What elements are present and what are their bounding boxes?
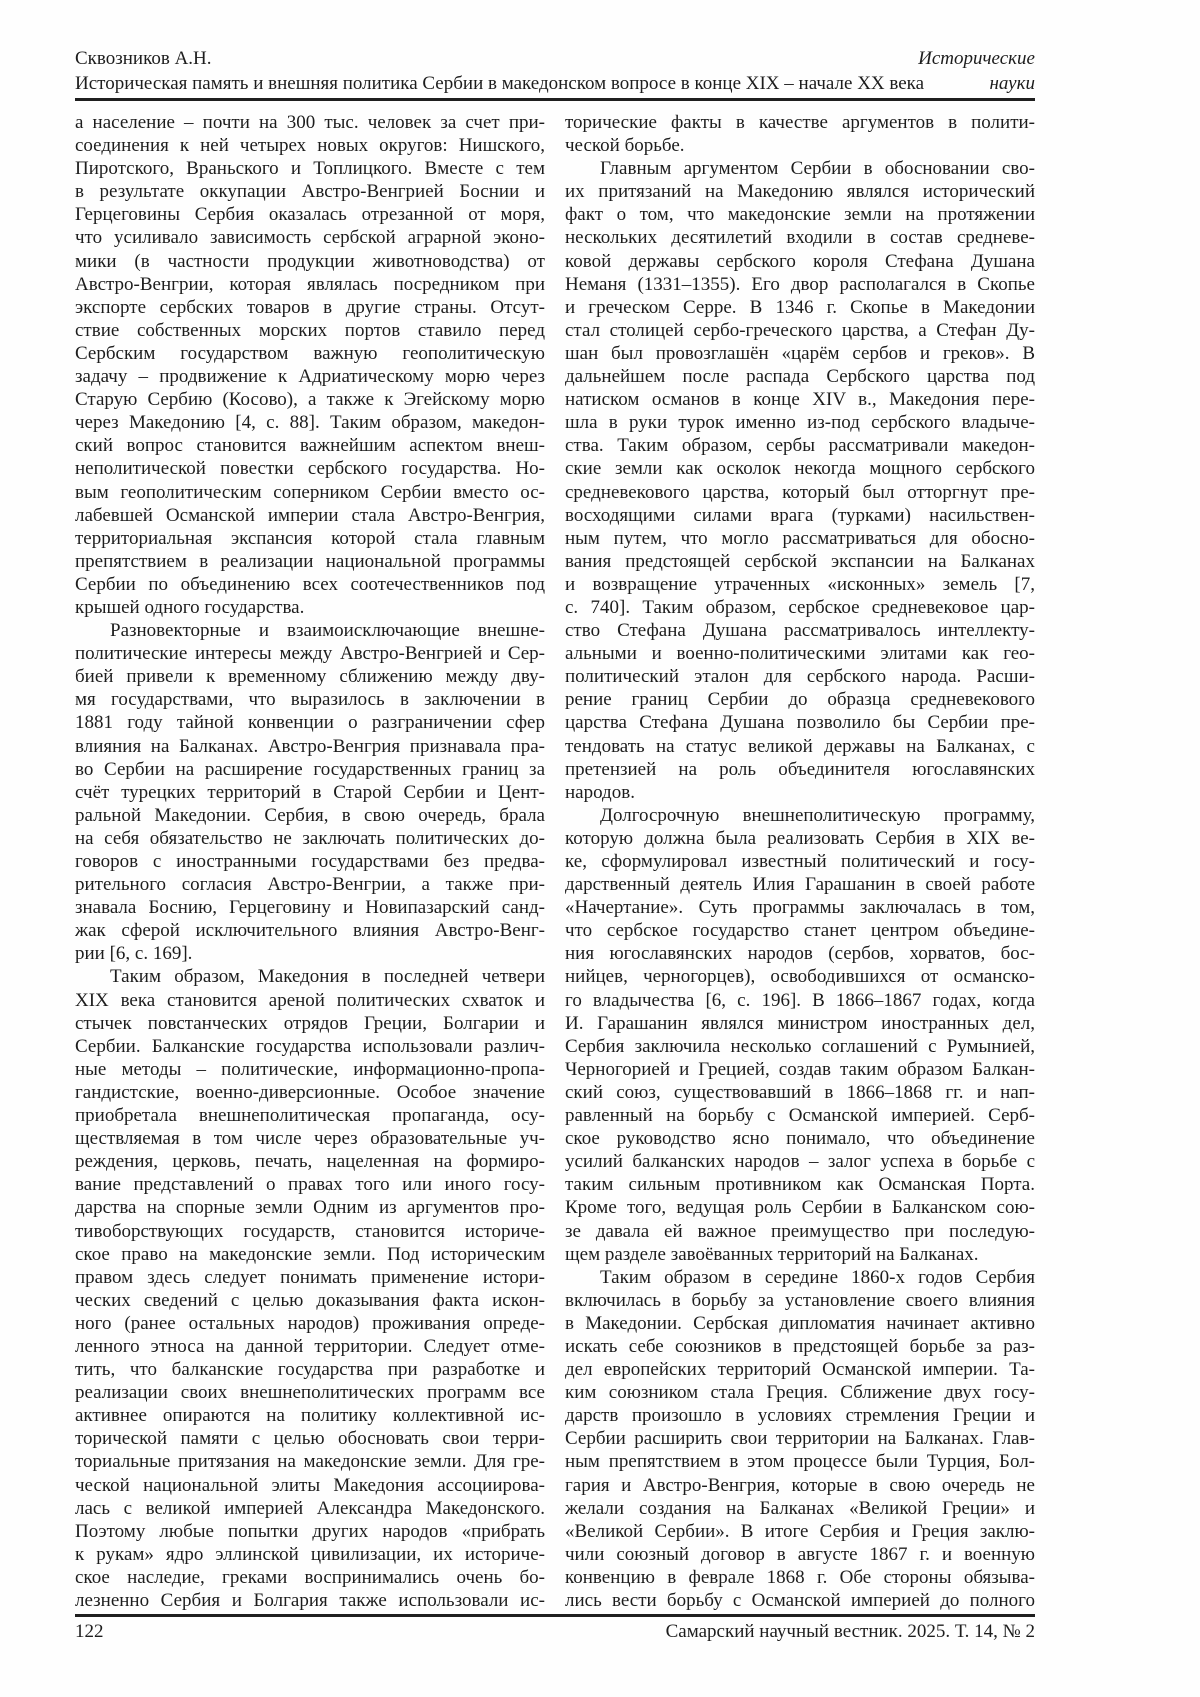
page-content [75, 46, 1035, 1612]
text-line: Сербии расширить свои территории на Балканах. Глав- [565, 1428, 1035, 1450]
text-line: средневекового царства, который был отторгнут пре- [565, 481, 1035, 503]
text-line: Таким образом, Македония в последней четвери [110, 966, 545, 988]
text-line: дарственный деятель Илия Гарашанин в своей работе [565, 874, 1035, 896]
text-line: гария и Австро-Венгрия, которые в свою очередь не [565, 1474, 1035, 1496]
text-line: вания предстоящей сербской экспансии на Балканах [565, 550, 1035, 572]
text-line: их притязаний на Македонию являлся исторический [565, 181, 1035, 203]
text-line: ство Стефана Душана рассматривалось интеллекту- [565, 620, 1035, 642]
text-line: ское руководство ясно понимало, что объединение [565, 1128, 1035, 1150]
text-line: к рукам» ядро эллинской цивилизации, их историче- [75, 1543, 545, 1565]
text-line: Главным аргументом Сербии в обосновании сво- [600, 158, 1035, 180]
text-line: реализации своих внешнеполитических программ все [75, 1382, 545, 1404]
text-line: Герцеговины Сербия оказалась отрезанной от моря, [75, 204, 545, 226]
text-line: торические факты в качестве аргументов в полити- [565, 112, 1035, 133]
footer-row [75, 1620, 1035, 1644]
text-line: шан был провозглашён «царём сербов и греков». В [565, 342, 1035, 364]
text-line: альными и военно-политическими элитами как гео- [565, 643, 1035, 665]
paragraph [565, 157, 1035, 804]
text-line: нийцев, черногорцев), освободившихся от османско- [565, 966, 1035, 988]
text-line: правом здесь следует понимать применение истори- [75, 1266, 545, 1288]
text-line: ствие собственных морских портов ставило перед [75, 319, 545, 341]
text-line: народов. [565, 781, 635, 803]
text-line: таким сильным противником как Османская Порта. [565, 1174, 1035, 1196]
journal-info: Самарский научный вестник. 2025. Т. 14, № 2 [665, 1621, 1035, 1642]
text-line: ства. Таким образом, сербы рассматривали македон- [565, 435, 1035, 457]
text-line: ский союз, существовавший в 1866–1868 гг. и нап- [565, 1081, 1035, 1103]
text-line: которую должна была реализовать Сербия в XIX ве- [565, 827, 1035, 849]
page-footer [75, 1614, 1035, 1644]
text-line: говоров с иностранными государствами без предва- [75, 851, 545, 872]
text-line: ществляемая в том числе через образовательные уч- [75, 1128, 545, 1150]
text-line: ские земли как осколок некогда мощного сербского [565, 458, 1035, 480]
paragraph [565, 804, 1035, 1266]
text-line: конвенцию в феврале 1868 г. Обе стороны обязыва- [565, 1566, 1035, 1588]
text-line: с. 740]. Таким образом, сербское средневековое цар- [565, 596, 1035, 618]
text-line: и греческом Серре. В 1346 г. Скопье в Македонии [565, 296, 1035, 318]
text-line: стал столицей сербо-греческого царства, а Стефан Ду- [565, 319, 1035, 341]
text-line: и возвращение утраченных «исконных» земель [7, [565, 573, 1035, 595]
text-line: дальнейшем после распада Сербского царства под [565, 366, 1035, 388]
text-line: претензией на роль объединителя югославянских [565, 758, 1035, 780]
text-line: дарств произошло в условиях стремления Греции и [565, 1405, 1035, 1427]
text-line: мики (в частности продукции животноводства) от [75, 250, 545, 272]
text-line: Разновекторные и взаимоисключающие внешне- [110, 620, 545, 642]
text-line: территориальная экспансия которой стала главным [75, 527, 545, 549]
text-line: мя государствами, что выразилось в заключении в [75, 689, 545, 711]
text-line: ным препятствием в этом процессе были Турция, Бол- [565, 1451, 1035, 1473]
text-line: тивоборствующих государств, становится историче- [75, 1220, 545, 1242]
text-line: задачу – продвижение к Адриатическому морю через [75, 366, 545, 388]
text-line: включилась в борьбу за установление своего влияния [565, 1289, 1035, 1311]
text-line: во Сербии на расширение государственных границ за [75, 758, 545, 780]
text-line: зе давала ей важное преимущество при последую- [565, 1220, 1035, 1242]
text-line: активнее опираются на политику коллективной ис- [75, 1405, 545, 1427]
paragraph [565, 1266, 1035, 1612]
author-name: Сквозников А.Н. [75, 48, 212, 69]
text-line: Сербия заключила несколько соглашений с Румынией, [565, 1035, 1035, 1057]
text-line: Сербским государством важную геополитическую [75, 342, 545, 364]
text-line: крышей одного государства. [75, 596, 305, 618]
text-line: через Македонию [4, с. 88]. Таким образом, македон- [75, 412, 545, 434]
text-line: дарства на спорные земли Одним из аргументов про- [75, 1197, 545, 1219]
text-line: искать себе союзников в предстоящей борьбе за раз- [565, 1335, 1035, 1357]
text-line: влияния на Балканах. Австро-Венгрия признавала пра- [75, 735, 545, 757]
text-line: а население – почти на 300 тыс. человек за счет при- [75, 112, 545, 133]
text-line: неполитической повестки сербского государства. Но- [75, 458, 545, 480]
text-line: знавала Боснию, Герцеговину и Новипазарский санд- [75, 897, 545, 919]
text-line: бией привели к временному сближению между дву- [75, 666, 545, 688]
text-line: рии [6, с. 169]. [75, 943, 193, 965]
text-line: ке, сформулировал известный политический и госу- [565, 851, 1035, 872]
text-line: «Начертание». Суть программы заключалась в том, [565, 897, 1035, 919]
article-title: Историческая память и внешняя политика Сербии в македонском вопросе в конце XIX – начале XX века [75, 73, 925, 94]
text-line: в результате оккупации Австро-Венгрией Боснии и [75, 181, 545, 203]
text-line: ческой борьбе. [565, 135, 685, 157]
text-line: ское наследие, греками воспринимались очень бо- [75, 1566, 545, 1588]
text-line: Поэтому любые попытки других народов «прибрать [75, 1520, 545, 1542]
text-line: Пиротского, Враньского и Топлицкого. Вместе с тем [75, 158, 545, 180]
footer-rule [75, 1614, 1035, 1617]
page-number: 122 [75, 1621, 104, 1642]
text-line: приобретала внешнеполитическая пропаганда, осу- [75, 1105, 545, 1127]
text-line: Сербии по объединению всех соотечественников под [75, 573, 545, 595]
text-line: И. Гарашанин являлся министром иностранных дел, [565, 1012, 1035, 1034]
text-line: ного (ранее остальных народов) проживания опреде- [75, 1312, 545, 1334]
header-rule [75, 98, 1035, 101]
text-line: препятствием в реализации национальной программы [75, 550, 545, 572]
text-line: Неманя (1331–1355). Его двор располагался в Скопье [565, 273, 1035, 295]
left-column [75, 111, 545, 1612]
text-line: желали создания на Балканах «Великой Греции» и [565, 1497, 1035, 1519]
text-line: чили союзный договор в августе 1867 г. и военную [565, 1543, 1035, 1565]
text-line: рительного согласия Австро-Венгрии, а также при- [75, 874, 545, 896]
text-line: ский вопрос становится важнейшим аспектом внеш- [75, 435, 545, 457]
header-row-1 [75, 46, 1035, 71]
text-line: вание представлений о правах того или иного госу- [75, 1174, 545, 1196]
text-line: ральной Македонии. Сербия, в свою очередь, брала [75, 804, 545, 826]
text-line: ния югославянских народов (сербов, хорватов, бос- [565, 943, 1035, 965]
text-line: щем разделе завоёванных территорий на Балканах. [565, 1243, 979, 1265]
text-line: шла в руки турок именно из-под сербского владыче- [565, 412, 1035, 434]
text-line: Долгосрочную внешнеполитическую программу, [600, 804, 1035, 826]
text-line: Кроме того, ведущая роль Сербии в Балканском сою- [565, 1197, 1035, 1219]
text-line: что усиливало зависимость сербской аграрной эконо- [75, 227, 545, 249]
text-line: ким союзником стала Греция. Сближение двух госу- [565, 1382, 1035, 1404]
text-line: натиском османов в конце XIV в., Македония пере- [565, 389, 1035, 411]
text-line: лезненно Сербия и Болгария также использовали ис- [75, 1590, 545, 1611]
text-line: лись вести борьбу с Османской империей до полного [565, 1590, 1035, 1611]
text-line: XIX века становится ареной политических схваток и [75, 989, 545, 1011]
text-line: царства Стефана Душана позволило бы Сербии пре- [565, 712, 1035, 734]
text-line: соединения к ней четырех новых округов: Нишского, [75, 135, 545, 157]
text-line: стычек повстанческих отрядов Греции, Болгарии и [75, 1012, 545, 1034]
text-line: в Македонии. Сербская дипломатия начинает активно [565, 1312, 1035, 1334]
text-line: лабевшей Османской империи стала Австро-Венгрия, [75, 504, 545, 526]
paragraph [565, 111, 1035, 157]
text-line: Старую Сербию (Косово), а также к Эгейскому морю [75, 389, 545, 411]
text-line: Австро-Венгрии, которая являлась посредником при [75, 273, 545, 295]
text-line: 1881 году тайной конвенции о разграничении сфер [75, 712, 545, 734]
text-line: го владычества [6, с. 196]. В 1866–1867 годах, когда [565, 989, 1035, 1011]
text-line: «Великой Сербии». В итоге Сербия и Греция заклю- [565, 1520, 1035, 1542]
right-column [565, 111, 1035, 1612]
text-line: ческих сведений с целью доказывания факта искон- [75, 1289, 545, 1311]
text-line: тендовать на статус великой державы на Балканах, с [565, 735, 1035, 757]
text-line: усилий балканских народов – залог успеха в борьбе с [565, 1151, 1035, 1173]
text-line: на себя обязательство не заключать политических до- [75, 827, 545, 849]
text-line: равленный на борьбу с Османской империей. Серб- [565, 1105, 1035, 1127]
text-line: счёт турецких территорий в Старой Сербии и Цент- [75, 781, 545, 803]
text-line: гандистские, военно-диверсионные. Особое значение [75, 1081, 545, 1103]
text-line: тить, что балканские государства при разработке и [75, 1359, 545, 1381]
text-line: ториальные притязания на македонские земли. Для гре- [75, 1451, 545, 1473]
text-line: ческой национальной элиты Македония ассоциирова- [75, 1474, 545, 1496]
text-line: восходящими силами врага (турками) насильствен- [565, 504, 1035, 526]
text-line: Таким образом в середине 1860-х годов Сербия [600, 1266, 1035, 1288]
text-line: жак сферой исключительного влияния Австро-Венг- [75, 920, 545, 942]
text-line: рение границ Сербии до образца средневекового [565, 689, 1035, 711]
section-label-line-1: Исторические [918, 48, 1035, 69]
header-row-2 [75, 71, 1035, 96]
text-line: реждения, церковь, печать, нацеленная на формиро- [75, 1151, 545, 1173]
text-line: лась с великой империей Александра Македонского. [75, 1497, 545, 1519]
article-body [75, 111, 1035, 1612]
paragraph [75, 965, 545, 1612]
text-line: ные методы – политические, информационно-пропа- [75, 1058, 545, 1080]
text-line: ковой державы сербского короля Стефана Душана [565, 250, 1035, 272]
text-line: Сербии. Балканские государства использовали различ- [75, 1035, 545, 1057]
text-line: ленного этноса на данной территории. Следует отме- [75, 1335, 545, 1357]
section-label-line-2: науки [989, 73, 1035, 94]
text-line: политические интересы между Австро-Венгрией и Сер- [75, 643, 545, 665]
text-line: Черногорией и Грецией, создав таким образом Балкан- [565, 1058, 1035, 1080]
text-line: ным путем, что могло рассматриваться для обосно- [565, 527, 1035, 549]
text-line: дел европейских территорий Османской империи. Та- [565, 1359, 1035, 1381]
text-line: факт о том, что македонские земли на протяжении [565, 204, 1035, 226]
text-line: ское право на македонские земли. Под историческим [75, 1243, 545, 1265]
text-line: нескольких десятилетий входили в состав средневе- [565, 227, 1035, 249]
text-line: вым геополитическим соперником Сербии вместо ос- [75, 481, 545, 503]
paragraph [75, 111, 545, 619]
paragraph [75, 619, 545, 965]
text-line: торической памяти с целью обосновать свои терри- [75, 1428, 545, 1450]
page-header [75, 46, 1035, 101]
text-line: что сербское государство станет центром объедине- [565, 920, 1035, 942]
text-line: экспорте сербских товаров в другие страны. Отсут- [75, 296, 545, 318]
text-line: политический эталон для сербского народа. Расши- [565, 666, 1035, 688]
